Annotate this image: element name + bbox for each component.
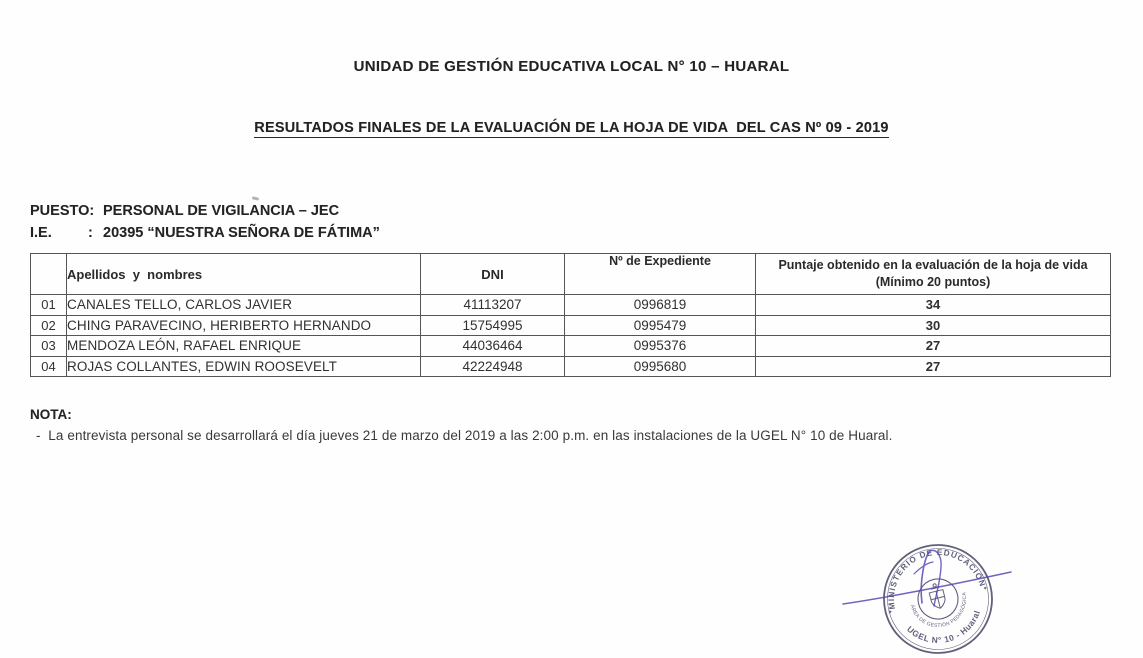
- header-index: [31, 254, 67, 295]
- stamp-inner-text: ÁREA DE GESTIÓN PEDAGÓGICA: [908, 591, 969, 630]
- row-dni: 15754995: [421, 315, 565, 336]
- row-number: 01: [31, 295, 67, 316]
- note-label: NOTA:: [30, 407, 72, 422]
- position-label: PUESTO:: [30, 203, 95, 219]
- header-dni: DNI: [421, 254, 565, 295]
- row-dni: 42224948: [421, 356, 565, 377]
- official-stamp: [830, 535, 1030, 658]
- stamp-separator-right: ✦: [982, 585, 989, 593]
- row-name: CANALES TELLO, CARLOS JAVIER: [67, 295, 421, 316]
- institution-value: 20395 “NUESTRA SEÑORA DE FÁTIMA”: [103, 225, 380, 241]
- row-score: 27: [756, 356, 1111, 377]
- table-row: [31, 336, 1111, 357]
- row-score: 30: [756, 315, 1111, 336]
- row-name: MENDOZA LEÓN, RAFAEL ENRIQUE: [67, 336, 421, 357]
- stamp-separator-left: ✦: [887, 609, 894, 617]
- header-puntaje-line2: (Mínimo 20 puntos): [875, 275, 991, 289]
- document-subtitle-wrap: [0, 119, 1143, 138]
- row-expediente: 0996819: [565, 295, 756, 316]
- row-number: 02: [31, 315, 67, 336]
- row-score: 27: [756, 336, 1111, 357]
- row-number: 03: [31, 336, 67, 357]
- document-subtitle: RESULTADOS FINALES DE LA EVALUACIÓN DE LA HOJA DE VIDA DEL CAS Nº 09 - 2019: [254, 120, 889, 136]
- table-header-row: [31, 254, 1111, 295]
- row-score: 34: [756, 295, 1111, 316]
- row-dni: 41113207: [421, 295, 565, 316]
- row-name: CHING PARAVECINO, HERIBERTO HERNANDO: [67, 315, 421, 336]
- row-dni: 44036464: [421, 336, 565, 357]
- row-number: 04: [31, 356, 67, 377]
- signature-strokes: [843, 550, 1011, 606]
- note-text: - La entrevista personal se desarrollará el día jueves 21 de marzo del 2019 a las 2:00 p.m. en las instalaciones de la UGEL N° 10 de Huaral.: [36, 428, 893, 443]
- header-puntaje-line1: Puntaje obtenido en la evaluación de la hoja de vida: [778, 258, 1088, 272]
- row-expediente: 0995376: [565, 336, 756, 357]
- position-value: PERSONAL DE VIGILANCIA – JEC: [103, 203, 340, 219]
- institution-label: I.E.: [30, 225, 52, 241]
- table-row: [31, 356, 1111, 377]
- table-row: [31, 315, 1111, 336]
- scan-artifact-mark: [252, 196, 259, 200]
- header-expediente: Nº de Expediente: [565, 254, 756, 295]
- results-table: [30, 253, 1111, 377]
- row-expediente: 0995680: [565, 356, 756, 377]
- stamp-top-text: MINISTERIO DE EDUCACIÓN: [886, 547, 988, 610]
- row-expediente: 0995479: [565, 315, 756, 336]
- institution-colon: :: [88, 225, 93, 241]
- document-title: UNIDAD DE GESTIÓN EDUCATIVA LOCAL N° 10 – HUARAL: [353, 58, 790, 75]
- header-apellidos: Apellidos y nombres: [67, 254, 421, 295]
- row-name: ROJAS COLLANTES, EDWIN ROOSEVELT: [67, 356, 421, 377]
- table-row: [31, 295, 1111, 316]
- stamp-bottom-text: UGEL N° 10 - Huaral: [905, 608, 983, 646]
- header-puntaje: [756, 254, 1111, 295]
